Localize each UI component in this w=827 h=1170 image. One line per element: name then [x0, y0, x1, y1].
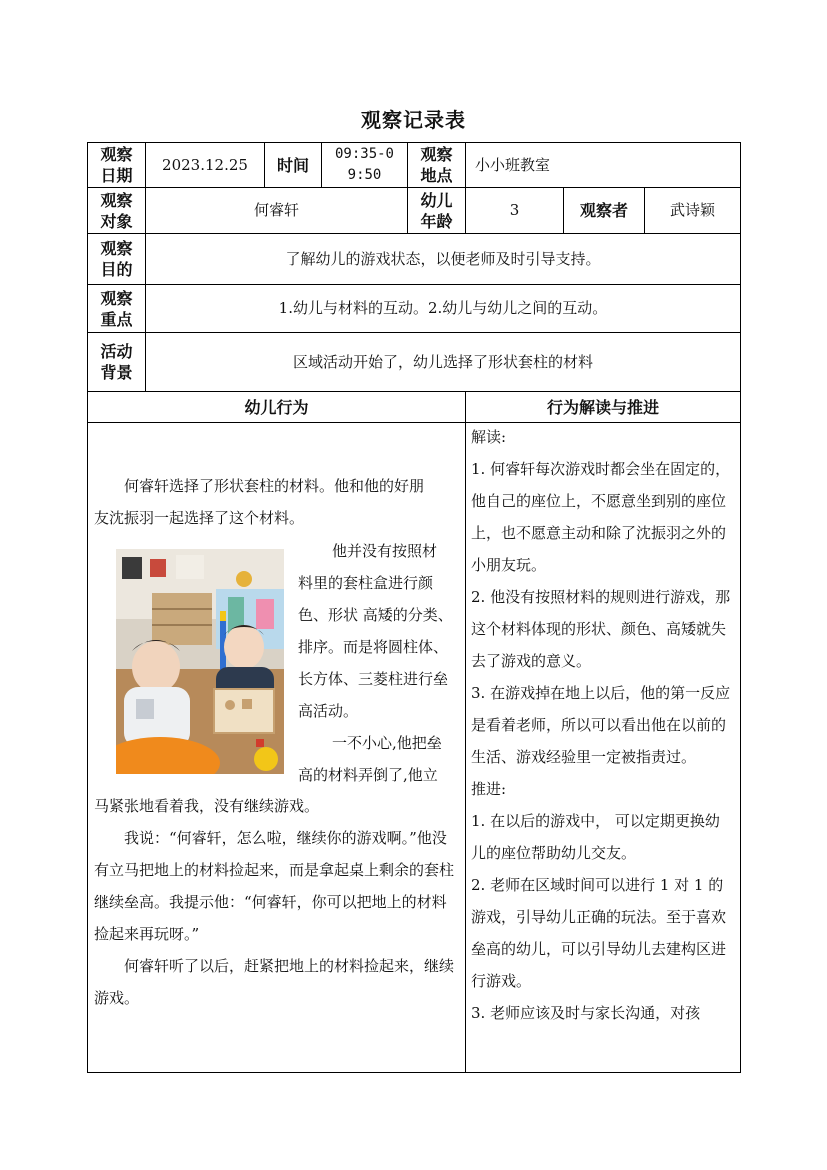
time-value-text: 09:35-09:50: [334, 146, 394, 183]
table-border-bottom: [87, 1072, 741, 1073]
behavior-paragraph-1: [94, 470, 460, 534]
date-value: 2023.12.25: [162, 155, 248, 174]
date-label-text: 观察日期: [100, 145, 133, 185]
behavior-header: 幼儿行为: [244, 397, 309, 417]
advance-item-3: 3. 老师应该及时与家长沟通，对孩: [471, 1004, 701, 1022]
age-label-text: 幼儿年龄: [420, 190, 453, 231]
behavior-paragraph-3: [94, 790, 460, 1014]
behavior-line: 马紧张地看着我，没有继续游戏。: [94, 797, 320, 815]
interpretation-item-2: 2. 他没有按照材料的规则进行游戏，那这个材料体现的形状、颜色、高矮就失去了游戏的意义。: [471, 588, 731, 670]
interpretation-header: 行为解读与推进: [546, 397, 659, 417]
advance-item-1: 1. 在以后的游戏中， 可以定期更换幼儿的座位帮助幼儿交友。: [471, 812, 720, 862]
advance-heading: 推进:: [471, 780, 507, 798]
subject-label: [88, 188, 145, 233]
advance-item-2: 2. 老师在区域时间可以进行 1 对 1 的游戏，引导幼儿正确的玩法。至于喜欢垒高的幼儿，可以引导幼儿去建构区进行游戏。: [471, 876, 727, 990]
time-value: [322, 143, 407, 187]
focus-value: 1.幼儿与材料的互动。2.幼儿与幼儿之间的互动。: [278, 299, 608, 317]
behavior-line: 友沈振羽一起选择了这个材料。: [94, 509, 305, 527]
focus-label-text: 观察重点: [100, 288, 133, 329]
behavior-paragraph-end: 何睿轩听了以后，赶紧把地上的材料捡起来，继续游戏。: [94, 957, 455, 1007]
behavior-line: 料里的套柱盒进行颜: [298, 574, 434, 592]
page-title: 观察记录表: [361, 108, 466, 132]
behavior-paragraph-2: [298, 535, 462, 791]
classroom-photo: [116, 549, 284, 774]
interpretation-item-1: 1. 何睿轩每次游戏时都会坐在固定的，他自己的座位上，不愿意坐到别的座位上，也不愿意主动和除了沈振羽之外的小朋友玩。: [471, 460, 731, 574]
purpose-label-text: 观察目的: [100, 239, 133, 279]
lower-column-divider: [465, 391, 466, 1073]
time-label: 时间: [276, 155, 309, 175]
interpretation-heading: 解读:: [471, 428, 507, 446]
behavior-paragraph-dialogue: 我说：“何睿轩，怎么啦，继续你的游戏啊。”他没有立马把地上的材料捡起来，而是拿起桌上剩余的套柱继续垒高。我提示他：“何睿轩，你可以把地上的材料捡起来再玩呀。”: [94, 829, 455, 943]
background-label-text: 活动背景: [100, 342, 133, 382]
background-value: 区域活动开始了，幼儿选择了形状套柱的材料: [292, 352, 593, 371]
purpose-label: [88, 234, 145, 284]
subject-label-text: 观察对象: [100, 190, 133, 231]
table-border-right: [740, 142, 741, 1073]
purpose-value: 了解幼儿的游戏状态，以便老师及时引导支持。: [285, 249, 601, 268]
interpretation-content: [471, 421, 734, 1029]
place-label-text: 观察地点: [420, 145, 453, 185]
behavior-line: 高的材料弄倒了,他立: [298, 766, 438, 784]
background-label: [88, 333, 145, 391]
place-label: [408, 143, 465, 187]
behavior-line: 长方体、三菱柱进行垒: [298, 670, 449, 688]
behavior-line: 他并没有按照材: [332, 542, 438, 560]
place-value: 小小班教室: [475, 155, 551, 174]
children-playing-photo: [116, 549, 284, 774]
date-label: [88, 143, 145, 187]
observer-value: 武诗颖: [669, 201, 715, 219]
age-label: [408, 188, 465, 233]
behavior-line: 一不小心,他把垒: [332, 734, 442, 752]
age-value: 3: [509, 201, 520, 219]
subject-value: 何睿轩: [253, 201, 299, 219]
behavior-line: 高活动。: [298, 702, 359, 720]
behavior-line: 排序。而是将圆柱体、: [298, 638, 449, 656]
interpretation-item-3: 3. 在游戏掉在地上以后，他的第一反应是看着老师，所以可以看出他在以前的生活、游戏经验里一定被指责过。: [471, 684, 731, 766]
focus-label: [88, 285, 145, 332]
behavior-line: 色、形状 高矮的分类、: [298, 606, 453, 624]
behavior-line: 何睿轩选择了形状套柱的材料。他和他的好朋: [124, 477, 425, 495]
observer-label: 观察者: [579, 201, 628, 220]
